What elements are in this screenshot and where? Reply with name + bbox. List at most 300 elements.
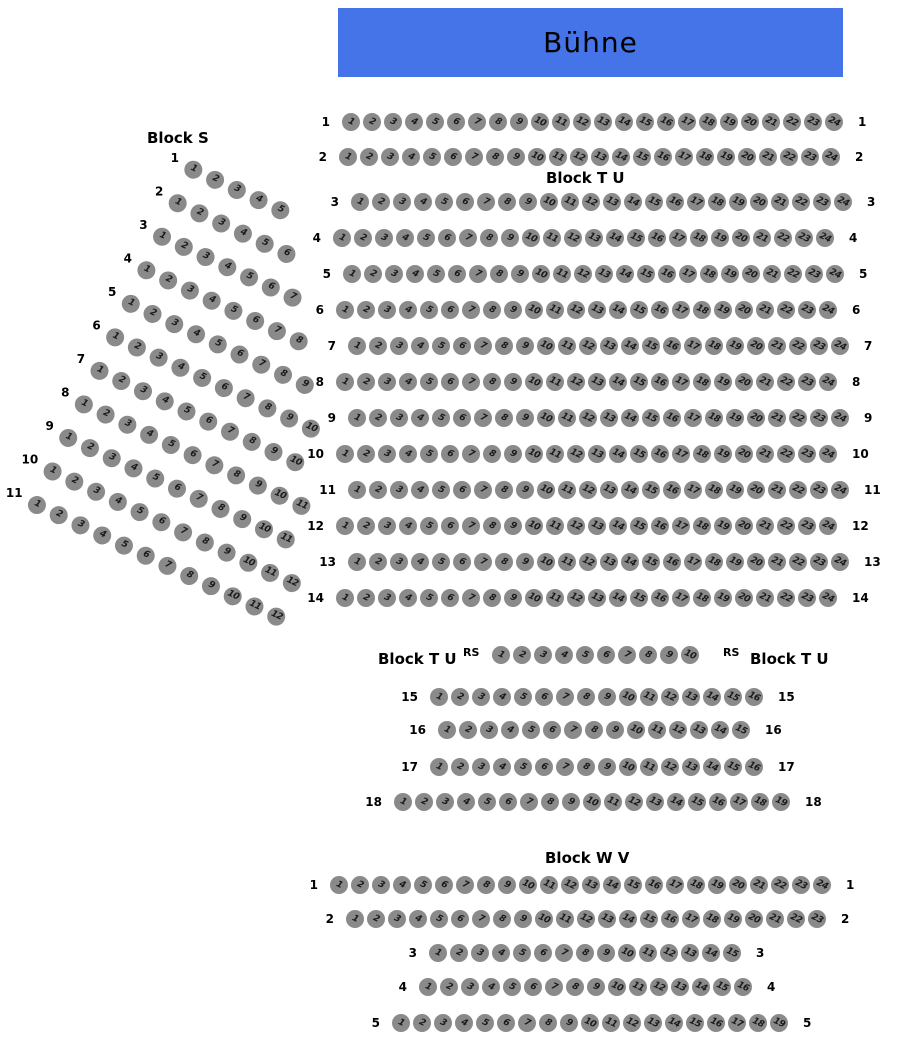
seat[interactable] — [616, 265, 634, 283]
seat[interactable] — [163, 312, 187, 336]
seat[interactable] — [447, 113, 465, 131]
seat[interactable] — [558, 481, 576, 499]
seat[interactable] — [209, 497, 233, 521]
seat[interactable] — [567, 301, 585, 319]
seat[interactable] — [342, 113, 360, 131]
seat[interactable] — [540, 193, 558, 211]
seat[interactable] — [281, 285, 305, 309]
seat[interactable] — [768, 337, 786, 355]
seat[interactable] — [682, 758, 700, 776]
seat[interactable] — [181, 443, 205, 467]
seat[interactable] — [265, 319, 289, 343]
seat[interactable] — [253, 231, 277, 255]
seat[interactable] — [256, 396, 280, 420]
seat[interactable] — [639, 646, 657, 664]
seat[interactable] — [461, 978, 479, 996]
seat[interactable] — [275, 242, 299, 266]
seat[interactable] — [357, 517, 375, 535]
seat[interactable] — [556, 910, 574, 928]
seat[interactable] — [405, 113, 423, 131]
seat[interactable] — [137, 422, 161, 446]
seat[interactable] — [420, 589, 438, 607]
seat[interactable] — [336, 301, 354, 319]
seat[interactable] — [221, 584, 245, 608]
seat[interactable] — [143, 466, 167, 490]
seat[interactable] — [336, 589, 354, 607]
seat[interactable] — [598, 910, 616, 928]
seat[interactable] — [762, 113, 780, 131]
seat[interactable] — [721, 265, 739, 283]
seat[interactable] — [768, 553, 786, 571]
seat[interactable] — [745, 758, 763, 776]
seat[interactable] — [588, 373, 606, 391]
seat[interactable] — [480, 229, 498, 247]
seat[interactable] — [293, 373, 317, 397]
seat[interactable] — [783, 113, 801, 131]
seat[interactable] — [354, 229, 372, 247]
seat[interactable] — [492, 944, 510, 962]
seat[interactable] — [747, 337, 765, 355]
seat[interactable] — [693, 517, 711, 535]
seat[interactable] — [190, 366, 214, 390]
seat[interactable] — [399, 517, 417, 535]
seat[interactable] — [604, 793, 622, 811]
seat[interactable] — [665, 1014, 683, 1032]
seat[interactable] — [663, 481, 681, 499]
seat[interactable] — [588, 301, 606, 319]
seat[interactable] — [577, 910, 595, 928]
seat[interactable] — [681, 944, 699, 962]
seat[interactable] — [535, 910, 553, 928]
seat[interactable] — [630, 589, 648, 607]
seat[interactable] — [705, 409, 723, 427]
seat[interactable] — [440, 978, 458, 996]
seat[interactable] — [553, 265, 571, 283]
seat[interactable] — [215, 540, 239, 564]
seat[interactable] — [420, 517, 438, 535]
seat[interactable] — [684, 553, 702, 571]
seat[interactable] — [734, 978, 752, 996]
seat[interactable] — [702, 944, 720, 962]
seat[interactable] — [434, 1014, 452, 1032]
seat[interactable] — [600, 481, 618, 499]
seat[interactable] — [420, 445, 438, 463]
seat[interactable] — [369, 481, 387, 499]
seat[interactable] — [514, 910, 532, 928]
seat[interactable] — [658, 265, 676, 283]
seat[interactable] — [182, 157, 206, 181]
seat[interactable] — [483, 301, 501, 319]
seat[interactable] — [630, 445, 648, 463]
seat[interactable] — [88, 358, 112, 382]
seat[interactable] — [372, 876, 390, 894]
seat[interactable] — [103, 325, 127, 349]
seat[interactable] — [228, 342, 252, 366]
seat[interactable] — [714, 445, 732, 463]
seat[interactable] — [564, 721, 582, 739]
seat[interactable] — [394, 793, 412, 811]
seat[interactable] — [609, 445, 627, 463]
seat[interactable] — [462, 517, 480, 535]
seat[interactable] — [504, 445, 522, 463]
seat[interactable] — [756, 301, 774, 319]
seat[interactable] — [525, 517, 543, 535]
seat[interactable] — [441, 301, 459, 319]
seat[interactable] — [684, 481, 702, 499]
seat[interactable] — [579, 553, 597, 571]
seat[interactable] — [693, 301, 711, 319]
seat[interactable] — [669, 721, 687, 739]
seat[interactable] — [650, 978, 668, 996]
seat[interactable] — [657, 113, 675, 131]
seat[interactable] — [497, 1014, 515, 1032]
seat[interactable] — [810, 481, 828, 499]
seat[interactable] — [414, 193, 432, 211]
seat[interactable] — [766, 910, 784, 928]
seat[interactable] — [566, 978, 584, 996]
seat[interactable] — [684, 337, 702, 355]
seat[interactable] — [169, 355, 193, 379]
seat[interactable] — [459, 721, 477, 739]
seat[interactable] — [430, 910, 448, 928]
seat[interactable] — [84, 479, 108, 503]
seat[interactable] — [642, 409, 660, 427]
seat[interactable] — [558, 553, 576, 571]
seat[interactable] — [561, 193, 579, 211]
seat[interactable] — [693, 373, 711, 391]
seat[interactable] — [834, 193, 852, 211]
seat[interactable] — [390, 481, 408, 499]
seat[interactable] — [777, 373, 795, 391]
seat[interactable] — [268, 483, 292, 507]
seat[interactable] — [749, 1014, 767, 1032]
seat[interactable] — [364, 265, 382, 283]
seat[interactable] — [567, 445, 585, 463]
seat[interactable] — [409, 910, 427, 928]
seat[interactable] — [564, 229, 582, 247]
seat[interactable] — [576, 646, 594, 664]
seat[interactable] — [693, 589, 711, 607]
seat[interactable] — [216, 255, 240, 279]
seat[interactable] — [675, 148, 693, 166]
seat[interactable] — [705, 337, 723, 355]
seat[interactable] — [525, 445, 543, 463]
seat[interactable] — [726, 481, 744, 499]
seat[interactable] — [805, 265, 823, 283]
seat[interactable] — [735, 373, 753, 391]
seat[interactable] — [348, 481, 366, 499]
seat[interactable] — [237, 265, 261, 289]
seat[interactable] — [504, 301, 522, 319]
seat[interactable] — [777, 445, 795, 463]
seat[interactable] — [771, 193, 789, 211]
seat[interactable] — [363, 113, 381, 131]
seat[interactable] — [666, 193, 684, 211]
seat[interactable] — [552, 113, 570, 131]
seat[interactable] — [735, 445, 753, 463]
seat[interactable] — [831, 553, 849, 571]
seat[interactable] — [789, 481, 807, 499]
seat[interactable] — [560, 1014, 578, 1032]
seat[interactable] — [435, 193, 453, 211]
seat[interactable] — [264, 604, 288, 628]
seat[interactable] — [672, 301, 690, 319]
seat[interactable] — [200, 288, 224, 312]
seat[interactable] — [438, 229, 456, 247]
seat[interactable] — [582, 193, 600, 211]
seat[interactable] — [546, 301, 564, 319]
seat[interactable] — [483, 517, 501, 535]
seat[interactable] — [600, 553, 618, 571]
seat[interactable] — [567, 589, 585, 607]
seat[interactable] — [609, 517, 627, 535]
seat[interactable] — [831, 409, 849, 427]
seat[interactable] — [493, 910, 511, 928]
seat[interactable] — [171, 520, 195, 544]
seat[interactable] — [784, 265, 802, 283]
seat[interactable] — [774, 229, 792, 247]
seat[interactable] — [543, 721, 561, 739]
seat[interactable] — [419, 978, 437, 996]
seat[interactable] — [703, 758, 721, 776]
seat[interactable] — [492, 646, 510, 664]
seat[interactable] — [681, 646, 699, 664]
seat[interactable] — [549, 148, 567, 166]
seat[interactable] — [516, 553, 534, 571]
seat[interactable] — [339, 148, 357, 166]
seat[interactable] — [651, 373, 669, 391]
seat[interactable] — [472, 758, 490, 776]
seat[interactable] — [623, 1014, 641, 1032]
seat[interactable] — [640, 910, 658, 928]
seat[interactable] — [543, 229, 561, 247]
seat[interactable] — [750, 876, 768, 894]
seat[interactable] — [348, 553, 366, 571]
seat[interactable] — [199, 574, 223, 598]
seat[interactable] — [480, 721, 498, 739]
seat[interactable] — [792, 193, 810, 211]
seat[interactable] — [729, 876, 747, 894]
seat[interactable] — [708, 876, 726, 894]
seat[interactable] — [768, 409, 786, 427]
seat[interactable] — [511, 265, 529, 283]
seat[interactable] — [678, 113, 696, 131]
seat[interactable] — [166, 191, 190, 215]
seat[interactable] — [436, 793, 454, 811]
seat[interactable] — [585, 229, 603, 247]
seat[interactable] — [726, 409, 744, 427]
seat[interactable] — [720, 113, 738, 131]
seat[interactable] — [444, 148, 462, 166]
seat[interactable] — [687, 876, 705, 894]
seat[interactable] — [525, 373, 543, 391]
seat[interactable] — [441, 373, 459, 391]
seat[interactable] — [540, 876, 558, 894]
seat[interactable] — [756, 445, 774, 463]
seat[interactable] — [372, 193, 390, 211]
seat[interactable] — [90, 523, 114, 547]
seat[interactable] — [606, 229, 624, 247]
seat[interactable] — [375, 229, 393, 247]
seat[interactable] — [798, 373, 816, 391]
seat[interactable] — [477, 876, 495, 894]
seat[interactable] — [633, 148, 651, 166]
seat[interactable] — [573, 113, 591, 131]
seat[interactable] — [600, 409, 618, 427]
seat[interactable] — [243, 594, 267, 618]
seat[interactable] — [583, 793, 601, 811]
seat[interactable] — [63, 469, 87, 493]
seat[interactable] — [819, 517, 837, 535]
seat[interactable] — [247, 188, 271, 212]
seat[interactable] — [684, 409, 702, 427]
seat[interactable] — [280, 571, 304, 595]
seat[interactable] — [477, 193, 495, 211]
seat[interactable] — [729, 193, 747, 211]
seat[interactable] — [184, 322, 208, 346]
seat[interactable] — [627, 229, 645, 247]
seat[interactable] — [574, 265, 592, 283]
seat[interactable] — [290, 493, 314, 517]
seat[interactable] — [451, 758, 469, 776]
seat[interactable] — [343, 265, 361, 283]
seat[interactable] — [756, 589, 774, 607]
seat[interactable] — [525, 301, 543, 319]
seat[interactable] — [826, 265, 844, 283]
seat[interactable] — [525, 589, 543, 607]
seat[interactable] — [519, 876, 537, 894]
seat[interactable] — [810, 409, 828, 427]
seat[interactable] — [714, 301, 732, 319]
seat[interactable] — [274, 527, 298, 551]
seat[interactable] — [537, 337, 555, 355]
seat[interactable] — [430, 688, 448, 706]
seat[interactable] — [541, 793, 559, 811]
seat[interactable] — [555, 944, 573, 962]
seat[interactable] — [510, 113, 528, 131]
seat[interactable] — [417, 229, 435, 247]
seat[interactable] — [486, 148, 504, 166]
seat[interactable] — [654, 148, 672, 166]
seat[interactable] — [128, 500, 152, 524]
seat[interactable] — [357, 589, 375, 607]
seat[interactable] — [367, 910, 385, 928]
seat[interactable] — [661, 910, 679, 928]
seat[interactable] — [336, 517, 354, 535]
seat[interactable] — [630, 373, 648, 391]
seat[interactable] — [609, 589, 627, 607]
seat[interactable] — [435, 876, 453, 894]
seat[interactable] — [723, 944, 741, 962]
seat[interactable] — [819, 301, 837, 319]
seat[interactable] — [147, 345, 171, 369]
seat[interactable] — [777, 517, 795, 535]
seat[interactable] — [462, 301, 480, 319]
seat[interactable] — [625, 793, 643, 811]
seat[interactable] — [577, 688, 595, 706]
seat[interactable] — [483, 589, 501, 607]
seat[interactable] — [411, 481, 429, 499]
seat[interactable] — [585, 721, 603, 739]
seat[interactable] — [72, 392, 96, 416]
seat[interactable] — [645, 193, 663, 211]
seat[interactable] — [259, 275, 283, 299]
seat[interactable] — [534, 944, 552, 962]
seat[interactable] — [150, 510, 174, 534]
seat[interactable] — [119, 291, 143, 315]
seat[interactable] — [714, 517, 732, 535]
seat[interactable] — [388, 910, 406, 928]
seat[interactable] — [714, 589, 732, 607]
seat[interactable] — [819, 445, 837, 463]
seat[interactable] — [225, 178, 249, 202]
seat[interactable] — [393, 876, 411, 894]
seat[interactable] — [558, 337, 576, 355]
seat[interactable] — [271, 362, 295, 386]
seat[interactable] — [609, 373, 627, 391]
seat[interactable] — [493, 688, 511, 706]
seat[interactable] — [672, 445, 690, 463]
seat[interactable] — [378, 373, 396, 391]
seat[interactable] — [581, 1014, 599, 1032]
seat[interactable] — [234, 386, 258, 410]
seat[interactable] — [357, 373, 375, 391]
seat[interactable] — [462, 373, 480, 391]
seat[interactable] — [277, 406, 301, 430]
seat[interactable] — [522, 721, 540, 739]
seat[interactable] — [156, 553, 180, 577]
seat[interactable] — [534, 646, 552, 664]
seat[interactable] — [770, 1014, 788, 1032]
seat[interactable] — [56, 426, 80, 450]
seat[interactable] — [813, 876, 831, 894]
seat[interactable] — [598, 758, 616, 776]
seat[interactable] — [598, 688, 616, 706]
seat[interactable] — [346, 910, 364, 928]
seat[interactable] — [106, 490, 130, 514]
seat[interactable] — [456, 876, 474, 894]
seat[interactable] — [624, 876, 642, 894]
seat[interactable] — [531, 113, 549, 131]
seat[interactable] — [172, 234, 196, 258]
seat[interactable] — [474, 553, 492, 571]
seat[interactable] — [795, 229, 813, 247]
seat[interactable] — [284, 450, 308, 474]
seat[interactable] — [336, 373, 354, 391]
seat[interactable] — [269, 198, 293, 222]
seat[interactable] — [299, 416, 323, 440]
seat[interactable] — [504, 373, 522, 391]
seat[interactable] — [594, 113, 612, 131]
seat[interactable] — [703, 688, 721, 706]
seat[interactable] — [640, 758, 658, 776]
seat[interactable] — [390, 337, 408, 355]
seat[interactable] — [539, 1014, 557, 1032]
seat[interactable] — [789, 409, 807, 427]
seat[interactable] — [759, 148, 777, 166]
seat[interactable] — [514, 688, 532, 706]
seat[interactable] — [636, 113, 654, 131]
seat[interactable] — [399, 373, 417, 391]
seat[interactable] — [556, 688, 574, 706]
seat[interactable] — [465, 148, 483, 166]
seat[interactable] — [750, 193, 768, 211]
seat[interactable] — [415, 793, 433, 811]
seat[interactable] — [777, 301, 795, 319]
seat[interactable] — [453, 481, 471, 499]
seat[interactable] — [246, 473, 270, 497]
seat[interactable] — [789, 337, 807, 355]
